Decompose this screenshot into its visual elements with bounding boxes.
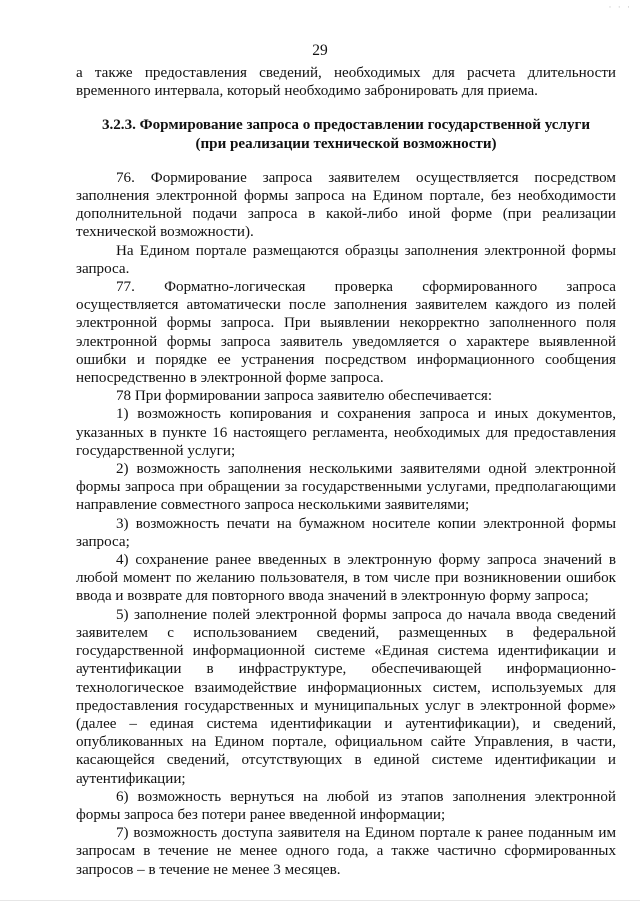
paragraph-samples: На Едином портале размещаются образцы заполнения электронной формы запроса. bbox=[76, 242, 616, 277]
intro-paragraph: а также предоставления сведений, необходимых для расчета длительности временного интервала, который необходимо забронировать для приема. bbox=[76, 65, 616, 100]
bottom-divider bbox=[0, 900, 640, 901]
list-item-5: 5) заполнение полей электронной формы запроса до начала ввода сведений заявителем с использованием сведений, размещенных в федеральной государственной информационной системе «Единая система идентификации и аутентификации в инфраструктуре, обеспечивающей информационно-технологическое взаимодействие информационных систем, используемых для предоставления государственных и муниципальных услуг в электронной форме» (далее – единая система идентификации и аутентификации), и сведений, опубликованных на Едином портале, официальном сайте Управления, в части, касающейся сведений, отсутствующих в единой системе идентификации и аутентификации; bbox=[76, 606, 616, 787]
section-title-line-2: (при реализации технической возможности) bbox=[195, 135, 497, 152]
list-item-4: 4) сохранение ранее введенных в электронную форму запроса значений в любой момент по желанию пользователя, в том числе при возникновении ошибок ввода и возврате для повторного ввода значений в электронную форму запроса; bbox=[76, 552, 616, 605]
paragraph-77: 77. Форматно-логическая проверка сформированного запроса осуществляется автоматически после заполнения заявителем каждого из полей электронной формы запроса. При выявлении некорректно заполненного поля электронной формы запроса заявитель уведомляется о характере выявленной ошибки и порядке ее устранения посредством информационного сообщения непосредственно в электронной форме запроса. bbox=[76, 279, 616, 387]
list-item-2: 2) возможность заполнения несколькими заявителями одной электронной формы запроса при обращении за государственными услугами, предполагающими направление совместного запроса несколькими заявителями; bbox=[76, 461, 616, 514]
corner-mark: · · · bbox=[608, 2, 632, 12]
page-number: 29 bbox=[312, 42, 328, 59]
list-item-7: 7) возможность доступа заявителя на Едином портале к ранее поданным им запросам в течение не менее одного года, а также частично сформированных запросов – в течение не менее 3 месяцев. bbox=[76, 825, 616, 878]
paragraph-78: 78 При формировании запроса заявителю обеспечивается: bbox=[116, 388, 493, 405]
section-heading bbox=[76, 116, 616, 152]
section-title-line-1: 3.2.3. Формирование запроса о предоставлении государственной услуги bbox=[101, 117, 591, 134]
list-item-3: 3) возможность печати на бумажном носителе копии электронной формы запроса; bbox=[76, 515, 616, 550]
document-body bbox=[76, 64, 616, 879]
paragraph-76: 76. Формирование запроса заявителем осуществляется посредством заполнения электронной формы запроса на Едином портале, без необходимости дополнительной подачи запроса в какой-либо иной форме (при реализации технической возможности). bbox=[76, 169, 616, 241]
list-item-1: 1) возможность копирования и сохранения запроса и иных документов, указанных в пункте 16 настоящего регламента, необходимых для предоставления государственной услуги; bbox=[76, 406, 616, 459]
list-item-6: 6) возможность вернуться на любой из этапов заполнения электронной формы запроса без потери ранее введенной информации; bbox=[76, 788, 616, 823]
